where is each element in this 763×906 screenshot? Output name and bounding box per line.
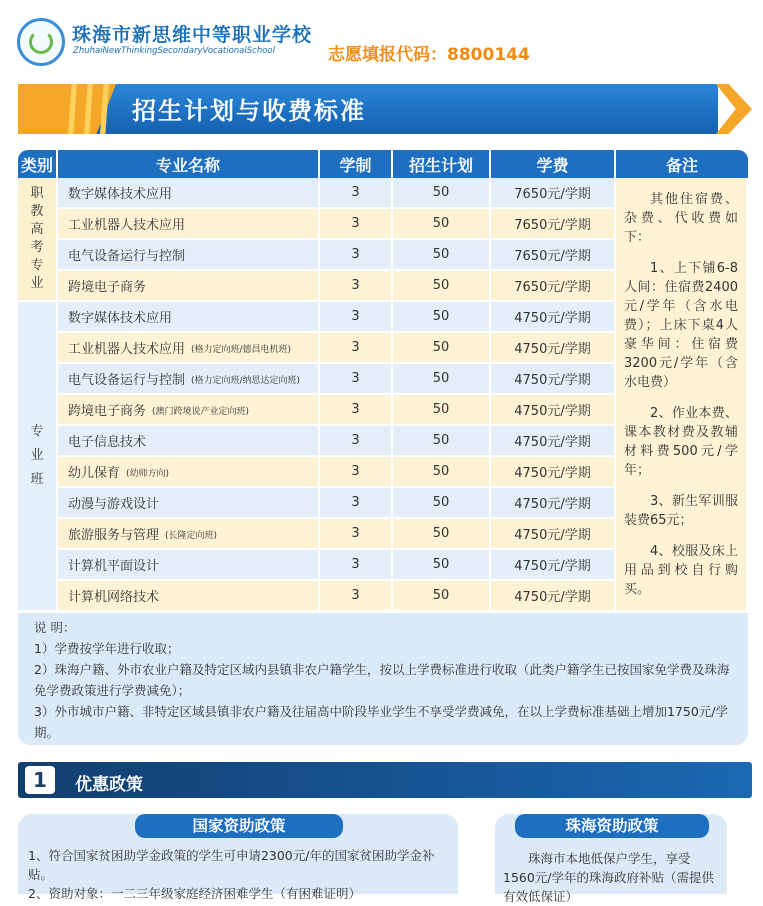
- school-name-en: ZhuhaiNewThinkingSecondaryVocationalSchool: [73, 46, 275, 56]
- years-cell: 3: [320, 209, 393, 240]
- header: [0, 0, 763, 78]
- plan-cell: 50: [393, 364, 491, 395]
- years-cell: 3: [320, 178, 393, 209]
- zhuhai-policy-title: 珠海资助政策: [515, 814, 709, 838]
- years-cell: 3: [320, 457, 393, 488]
- zhuhai-policy-text: 珠海市本地低保户学生，享受1560元/学年的珠海政府补贴（需提供有效低保证）: [503, 851, 715, 904]
- fee-cell: 4750元/学期: [491, 581, 616, 612]
- table-header-row: [18, 150, 748, 178]
- section-number: 1: [25, 766, 55, 794]
- plan-cell: 50: [393, 271, 491, 302]
- fee-cell: 4750元/学期: [491, 426, 616, 457]
- remark-line: 2、作业本费、课本教材费及教辅材料费500元/学年；: [624, 405, 738, 478]
- remark-line: 3、新生军训服装费65元；: [624, 493, 738, 528]
- national-policy-title: 国家资助政策: [135, 814, 343, 838]
- major-name: 旅游服务与管理 (长隆定向班): [58, 519, 320, 550]
- column-header: 招生计划: [393, 150, 491, 178]
- years-cell: 3: [320, 240, 393, 271]
- major-name: 电气设备运行与控制 (格力定向班/纳思达定向班): [58, 364, 320, 395]
- school-logo: [17, 18, 65, 66]
- remark-line: 1、上下铺6-8人间：住宿费2400元/学年（含水电费）；上床下桌4人豪华间：住宿费3200元/学年（含水电费）: [624, 260, 738, 390]
- plan-cell: 50: [393, 581, 491, 612]
- explanation-item: 3）外市城市户籍、非特定区域县镇非农户籍及往届高中阶段毕业学生不享受学费减免，在以上学费标准基础上增加1750元/学期。: [34, 704, 728, 740]
- column-header: 类别: [18, 150, 58, 178]
- plan-cell: 50: [393, 426, 491, 457]
- plan-cell: 50: [393, 209, 491, 240]
- years-cell: 3: [320, 302, 393, 333]
- category-cell: 职教高考专业: [18, 178, 58, 302]
- explanation-item: 1）学费按学年进行收取；: [34, 641, 180, 656]
- major-name: 跨境电子商务 (澳门跨境说产业定向班): [58, 395, 320, 426]
- plan-cell: 50: [393, 550, 491, 581]
- major-note: (长隆定向班): [165, 530, 218, 541]
- major-name: 工业机器人技术应用: [58, 209, 320, 240]
- remarks-cell: [616, 178, 748, 612]
- column-header: 学费: [491, 150, 616, 178]
- years-cell: 3: [320, 364, 393, 395]
- page-title: 招生计划与收费标准: [132, 97, 366, 125]
- plan-cell: 50: [393, 519, 491, 550]
- fee-table: [18, 150, 748, 612]
- years-cell: 3: [320, 581, 393, 612]
- fee-cell: 7650元/学期: [491, 240, 616, 271]
- years-cell: 3: [320, 519, 393, 550]
- fee-cell: 7650元/学期: [491, 271, 616, 302]
- fee-cell: 7650元/学期: [491, 178, 616, 209]
- plan-cell: 50: [393, 178, 491, 209]
- column-header: 专业名称: [58, 150, 320, 178]
- plan-cell: 50: [393, 488, 491, 519]
- major-name: 幼儿保育 (幼师方向): [58, 457, 320, 488]
- policy-item: 2、资助对象：一二三年级家庭经济困难学生（有困难证明）: [28, 886, 361, 901]
- remark-line: 4、校服及床上用品到校自行购买。: [624, 543, 738, 597]
- major-name: 电子信息技术: [58, 426, 320, 457]
- fee-cell: 4750元/学期: [491, 333, 616, 364]
- explanation-box: [18, 613, 748, 745]
- major-name: 动漫与游戏设计: [58, 488, 320, 519]
- explanation-item: 2）珠海户籍、外市农业户籍及特定区域内县镇非农户籍学生，按以上学费标准进行收取（此类户籍学生已按国家免学费及珠海免学费政策进行学费减免）；: [34, 662, 730, 698]
- major-name: 计算机网络技术: [58, 581, 320, 612]
- years-cell: 3: [320, 333, 393, 364]
- fee-cell: 4750元/学期: [491, 457, 616, 488]
- column-header: 备注: [616, 150, 748, 178]
- major-note: (格力定向班/德昌电机班): [191, 344, 292, 355]
- major-name: 跨境电子商务: [58, 271, 320, 302]
- fee-cell: 7650元/学期: [491, 209, 616, 240]
- years-cell: 3: [320, 395, 393, 426]
- major-name: 电气设备运行与控制: [58, 240, 320, 271]
- explanation-title: 说 明：: [34, 620, 76, 635]
- policy-item: 1、符合国家贫困助学金政策的学生可申请2300元/年的国家贫困助学金补贴。: [28, 848, 435, 882]
- fee-cell: 4750元/学期: [491, 550, 616, 581]
- years-cell: 3: [320, 550, 393, 581]
- plan-cell: 50: [393, 302, 491, 333]
- category-cell: 专业班: [18, 302, 58, 612]
- fee-cell: 4750元/学期: [491, 488, 616, 519]
- years-cell: 3: [320, 426, 393, 457]
- fee-cell: 4750元/学期: [491, 364, 616, 395]
- plan-cell: 50: [393, 333, 491, 364]
- school-name: 珠海市新思维中等职业学校: [72, 24, 313, 46]
- remark-line: 其他住宿费、杂费、代收费如下：: [624, 191, 738, 245]
- plan-cell: 50: [393, 240, 491, 271]
- major-note: (幼师方向): [126, 468, 170, 479]
- banner-arrow-icon: [716, 84, 752, 134]
- plan-cell: 50: [393, 457, 491, 488]
- major-name: 数字媒体技术应用: [58, 302, 320, 333]
- application-code: 志愿填报代码：8800144: [328, 45, 530, 65]
- fee-cell: 4750元/学期: [491, 395, 616, 426]
- major-note: (格力定向班/纳思达定向班): [191, 375, 301, 386]
- section-title: 优惠政策: [75, 775, 143, 795]
- major-name: 数字媒体技术应用: [58, 178, 320, 209]
- major-note: (澳门跨境说产业定向班): [152, 406, 250, 417]
- table-row: [18, 178, 748, 209]
- plan-cell: 50: [393, 395, 491, 426]
- years-cell: 3: [320, 271, 393, 302]
- major-name: 工业机器人技术应用 (格力定向班/德昌电机班): [58, 333, 320, 364]
- years-cell: 3: [320, 488, 393, 519]
- column-header: 学制: [320, 150, 393, 178]
- major-name: 计算机平面设计: [58, 550, 320, 581]
- national-policy-text: [28, 846, 448, 903]
- title-banner: [18, 84, 718, 134]
- fee-cell: 4750元/学期: [491, 519, 616, 550]
- fee-cell: 4750元/学期: [491, 302, 616, 333]
